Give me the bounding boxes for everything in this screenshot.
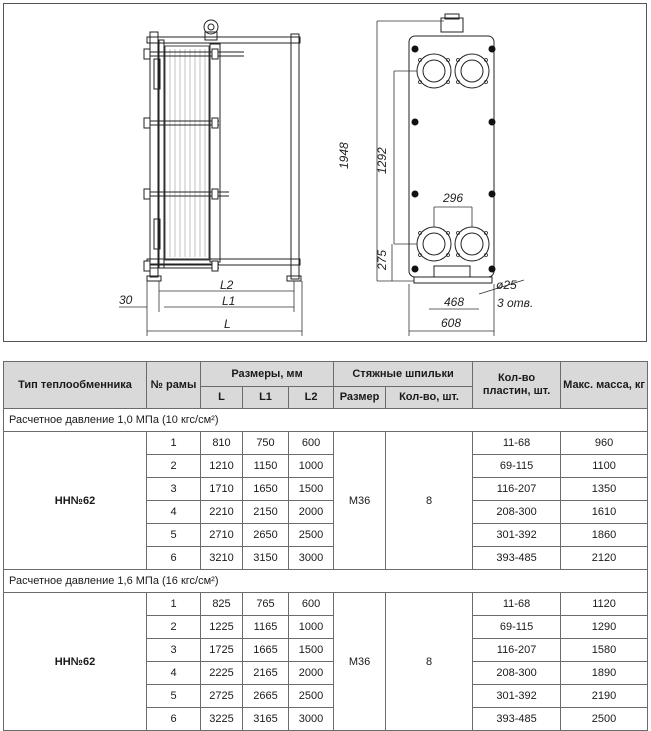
- plates-cell: 69-115: [473, 616, 561, 639]
- table-row: [4, 432, 648, 455]
- l2-cell: 600: [289, 593, 334, 616]
- l-cell: 1710: [201, 478, 243, 501]
- dim-1948: 1948: [337, 142, 351, 169]
- dim-l: L: [224, 317, 231, 331]
- plates-cell: 11-68: [473, 432, 561, 455]
- side-view: [119, 20, 302, 336]
- dim-l2: L2: [220, 278, 234, 292]
- l-cell: 1725: [201, 639, 243, 662]
- dim-468: 468: [444, 295, 465, 309]
- dim-296: 296: [443, 191, 464, 205]
- l1-cell: 1665: [243, 639, 289, 662]
- frame-cell: 2: [147, 616, 201, 639]
- l2-cell: 3000: [289, 708, 334, 731]
- l2-cell: 2500: [289, 685, 334, 708]
- l-cell: 1210: [201, 455, 243, 478]
- mass-cell: 2500: [561, 708, 648, 731]
- header-bolts: Стяжные шпильки: [334, 362, 473, 387]
- bolt-size-cell: М36: [334, 432, 386, 570]
- header-plates: Кол-во пластин, шт.: [473, 362, 561, 409]
- frame-cell: 1: [147, 432, 201, 455]
- l2-cell: 2000: [289, 501, 334, 524]
- l1-cell: 1150: [243, 455, 289, 478]
- plates-cell: 393-485: [473, 708, 561, 731]
- l1-cell: 750: [243, 432, 289, 455]
- mass-cell: 1120: [561, 593, 648, 616]
- l1-cell: 1165: [243, 616, 289, 639]
- section-header-row: [4, 409, 648, 432]
- bolt-count-cell: 8: [386, 432, 473, 570]
- frame-cell: 4: [147, 662, 201, 685]
- frame-cell: 6: [147, 708, 201, 731]
- header-frame: № рамы: [147, 362, 201, 409]
- l1-cell: 2165: [243, 662, 289, 685]
- frame-cell: 3: [147, 639, 201, 662]
- l-cell: 2225: [201, 662, 243, 685]
- l2-cell: 1500: [289, 639, 334, 662]
- header-bolt-size: Размер: [334, 387, 386, 409]
- frame-cell: 2: [147, 455, 201, 478]
- section-title: Расчетное давление 1,0 МПа (10 кгс/см²): [4, 409, 648, 432]
- dim-3-holes: 3 отв.: [497, 296, 534, 310]
- l1-cell: 2150: [243, 501, 289, 524]
- plates-cell: 11-68: [473, 593, 561, 616]
- l-cell: 2710: [201, 524, 243, 547]
- plates-cell: 393-485: [473, 547, 561, 570]
- section-title: Расчетное давление 1,6 МПа (16 кгс/см²): [4, 570, 648, 593]
- header-type: Тип теплообменника: [4, 362, 147, 409]
- l-cell: 3210: [201, 547, 243, 570]
- dim-608: 608: [441, 316, 462, 330]
- l-cell: 2210: [201, 501, 243, 524]
- l1-cell: 3165: [243, 708, 289, 731]
- l1-cell: 1650: [243, 478, 289, 501]
- plates-cell: 208-300: [473, 662, 561, 685]
- l1-cell: 765: [243, 593, 289, 616]
- header-l1: L1: [243, 387, 289, 409]
- mass-cell: 1860: [561, 524, 648, 547]
- frame-cell: 5: [147, 524, 201, 547]
- l-cell: 825: [201, 593, 243, 616]
- model-cell: НН№62: [4, 593, 147, 731]
- l-cell: 3225: [201, 708, 243, 731]
- mass-cell: 2120: [561, 547, 648, 570]
- mass-cell: 2190: [561, 685, 648, 708]
- dim-275: 275: [375, 249, 389, 270]
- bolt-size-cell: М36: [334, 593, 386, 731]
- frame-cell: 5: [147, 685, 201, 708]
- dim-1292: 1292: [375, 147, 389, 174]
- l2-cell: 3000: [289, 547, 334, 570]
- l1-cell: 2665: [243, 685, 289, 708]
- mass-cell: 960: [561, 432, 648, 455]
- header-l: L: [201, 387, 243, 409]
- l2-cell: 2500: [289, 524, 334, 547]
- plates-cell: 301-392: [473, 685, 561, 708]
- header-bolt-count: Кол-во, шт.: [386, 387, 473, 409]
- l-cell: 1225: [201, 616, 243, 639]
- l1-cell: 2650: [243, 524, 289, 547]
- plates-cell: 116-207: [473, 478, 561, 501]
- l2-cell: 2000: [289, 662, 334, 685]
- technical-drawing: [3, 3, 647, 342]
- l2-cell: 1000: [289, 455, 334, 478]
- bolt-count-cell: 8: [386, 593, 473, 731]
- plates-cell: 69-115: [473, 455, 561, 478]
- mass-cell: 1890: [561, 662, 648, 685]
- section-header-row: [4, 570, 648, 593]
- mass-cell: 1290: [561, 616, 648, 639]
- frame-cell: 1: [147, 593, 201, 616]
- l2-cell: 1500: [289, 478, 334, 501]
- plates-cell: 116-207: [473, 639, 561, 662]
- plates-cell: 208-300: [473, 501, 561, 524]
- l1-cell: 3150: [243, 547, 289, 570]
- frame-cell: 3: [147, 478, 201, 501]
- mass-cell: 1100: [561, 455, 648, 478]
- dim-d25: ø25: [496, 278, 517, 292]
- l-cell: 810: [201, 432, 243, 455]
- dim-30: 30: [119, 293, 133, 307]
- frame-cell: 4: [147, 501, 201, 524]
- header-l2: L2: [289, 387, 334, 409]
- dim-l1: L1: [222, 294, 236, 308]
- mass-cell: 1580: [561, 639, 648, 662]
- l-cell: 2725: [201, 685, 243, 708]
- header-sizes: Размеры, мм: [201, 362, 334, 387]
- mass-cell: 1350: [561, 478, 648, 501]
- plates-cell: 301-392: [473, 524, 561, 547]
- l2-cell: 600: [289, 432, 334, 455]
- model-cell: НН№62: [4, 432, 147, 570]
- mass-cell: 1610: [561, 501, 648, 524]
- specs-table: [3, 361, 648, 731]
- table-row: [4, 593, 648, 616]
- frame-cell: 6: [147, 547, 201, 570]
- l2-cell: 1000: [289, 616, 334, 639]
- header-mass: Макс. масса, кг: [561, 362, 648, 409]
